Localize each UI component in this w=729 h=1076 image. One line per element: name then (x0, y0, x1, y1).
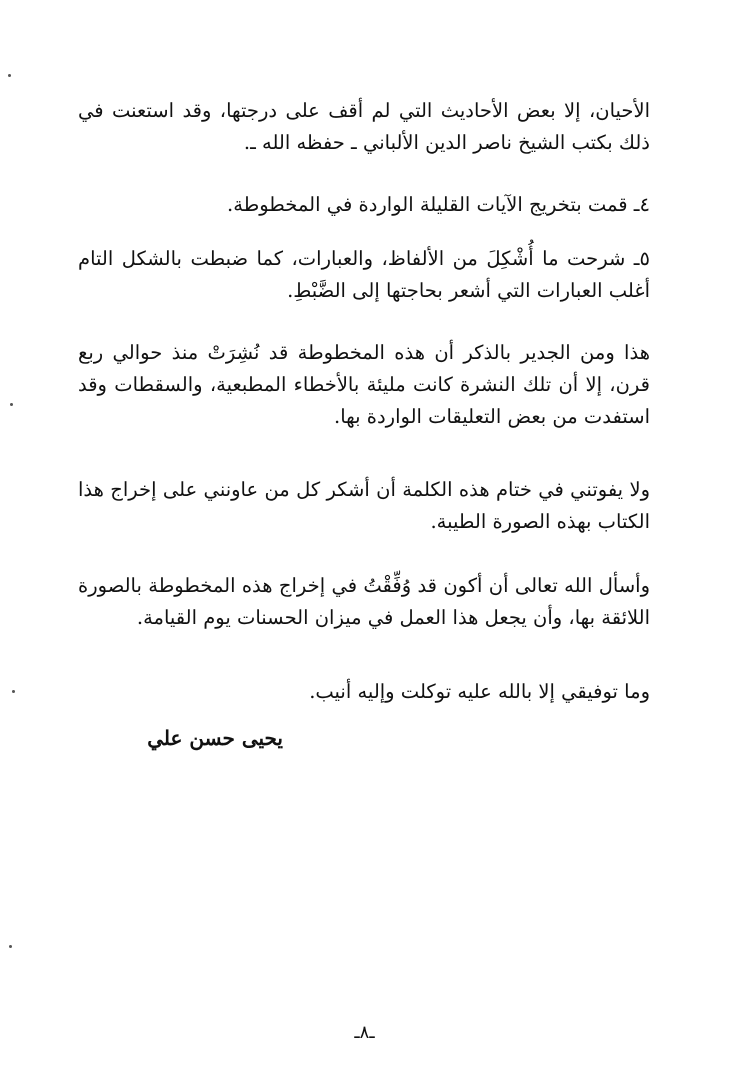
paragraph-item-5: ٥ـ شرحت ما أُشْكِلَ من الألفاظ، والعبارات، كما ضبطت بالشكل التام أغلب العبارات التي أشعر بحاجتها إلى الضَّبْطِ. (78, 247, 650, 302)
paragraph-prayer: وأسأل الله تعالى أن أكون قد وُفِّقْتُ في إخراج هذه المخطوطة بالصورة اللائقة بها، وأن يجعل هذا العمل في ميزان الحسنات يوم القيامة. (78, 574, 650, 629)
scan-speck (12, 690, 15, 693)
scan-speck (10, 403, 13, 406)
paragraph-item-4: ٤ـ قمت بتخريج الآيات القليلة الواردة في المخطوطة. (227, 193, 650, 216)
page-number: ـ٨ـ (354, 1022, 375, 1043)
author-signature: يحيى حسن علي (147, 726, 283, 750)
paragraph-closing: وما توفيقي إلا بالله عليه توكلت وإليه أنيب. (309, 680, 650, 703)
scan-speck (9, 945, 12, 948)
paragraph-previous-edition: هذا ومن الجدير بالذكر أن هذه المخطوطة قد نُشِرَتْ منذ حوالي ربع قرن، إلا أن تلك النشرة كانت مليئة بالأخطاء المطبعية، والسقطات وقد استفدت من بعض التعليقات الواردة بها. (78, 341, 650, 428)
scan-speck (8, 74, 11, 77)
paragraph-continuation: الأحيان، إلا بعض الأحاديث التي لم أقف على درجتها، وقد استعنت في ذلك بكتب الشيخ ناصر الدين الألباني ـ حفظه الله ـ. (78, 99, 650, 154)
paragraph-thanks: ولا يفوتني في ختام هذه الكلمة أن أشكر كل من عاونني على إخراج هذا الكتاب بهذه الصورة الطيبة. (78, 478, 650, 533)
